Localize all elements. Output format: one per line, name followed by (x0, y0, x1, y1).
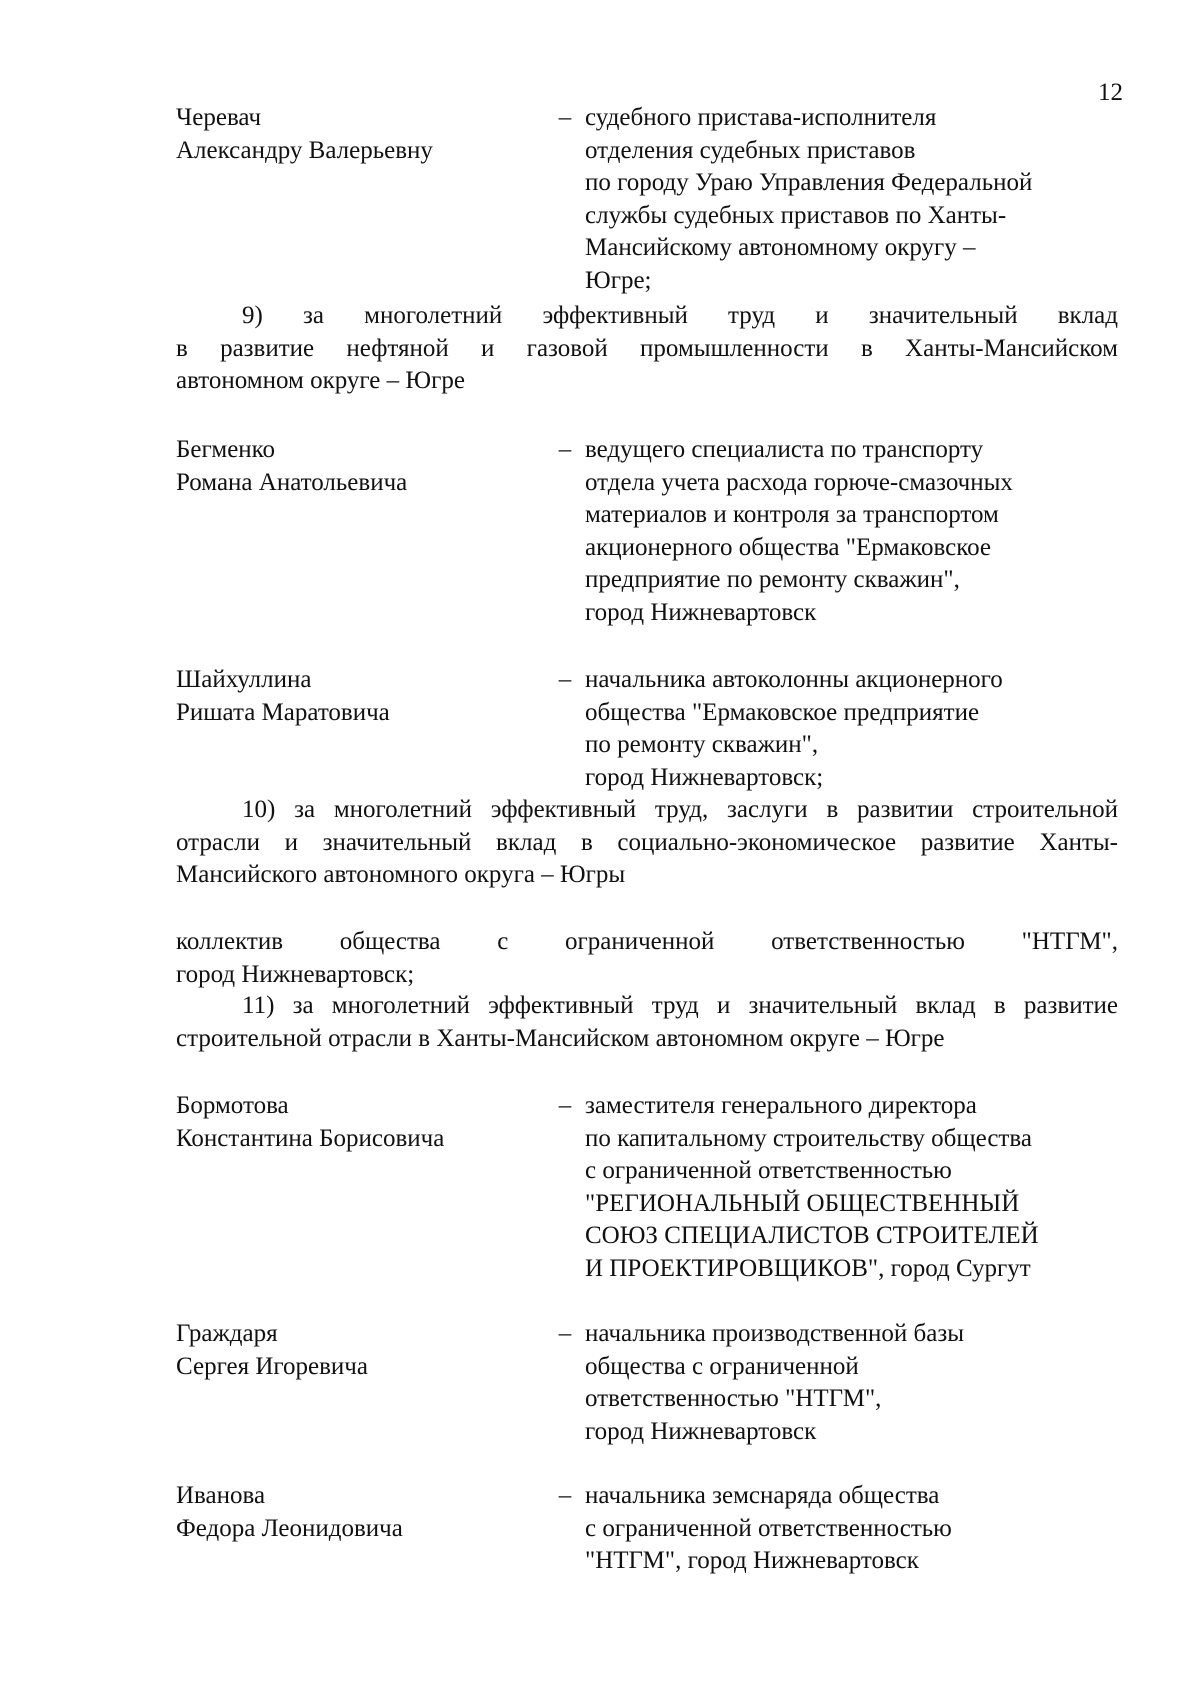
dash-separator: – (558, 666, 572, 693)
position-line: по ремонту скважин", (585, 731, 819, 758)
position-line: город Нижневартовск (585, 598, 817, 626)
position-line: отдела учета расхода горюче-смазочных (585, 468, 1013, 496)
recipient-name (176, 1090, 536, 1155)
paragraph-line: отрасли и значительный вклад в социально-экономическое развитие Ханты- (176, 828, 1118, 856)
position-line: И ПРОЕКТИРОВЩИКОВ", город Сургут (585, 1254, 1031, 1282)
position-line: ведущего специалиста по транспорту (585, 436, 984, 463)
position-line: начальника земснаряда общества (585, 1482, 940, 1509)
recipient-name (176, 1318, 536, 1383)
position-line: отделения судебных приставов (585, 136, 916, 164)
position-line: службы судебных приставов по Ханты- (585, 201, 1007, 229)
position-line: начальника производственной базы (585, 1320, 965, 1347)
position-line: "НТГМ", город Нижневартовск (585, 1547, 919, 1574)
recipient-position (585, 1480, 1115, 1578)
paragraph-line: 10) за многолетний эффективный труд, заслуги в развитии строительной (242, 796, 1118, 823)
name-line: Константина Борисовича (176, 1124, 445, 1152)
position-line: материалов и контроля за транспортом (585, 501, 999, 528)
position-line: предприятие по ремонту скважин", (585, 566, 960, 593)
dash-separator: – (558, 1482, 572, 1509)
recipient-name (176, 434, 536, 499)
page-number: 12 (1098, 79, 1123, 106)
position-line: по городу Ураю Управления Федеральной (585, 169, 1033, 196)
dash-separator: – (558, 1092, 572, 1119)
recipient-position (585, 434, 1115, 629)
position-line: с ограниченной ответственностью (585, 1157, 952, 1184)
position-line: общества "Ермаковское предприятие (585, 698, 980, 726)
paragraph-line: строительной отрасли в Ханты-Мансийском автономном округе – Югре (176, 1024, 945, 1052)
name-line: Иванова (176, 1482, 266, 1509)
position-line: СОЮЗ СПЕЦИАЛИСТОВ СТРОИТЕЛЕЙ (585, 1222, 1039, 1249)
paragraph-line: автономном округе – Югре (176, 367, 465, 394)
position-line: с ограниченной ответственностью (585, 1514, 952, 1542)
name-line: Александру Валерьевну (176, 136, 433, 164)
paragraph-line: коллектив общества с ограниченной ответственностью "НТГМ", (176, 928, 1118, 955)
paragraph-line: 11) за многолетний эффективный труд и значительный вклад в развитие (242, 992, 1118, 1019)
position-line: город Нижневартовск; (585, 763, 824, 791)
position-line: по капитальному строительству общества (585, 1124, 1032, 1152)
name-line: Бормотова (176, 1092, 289, 1119)
position-line: ответственностью "НТГМ", (585, 1385, 882, 1412)
position-line: акционерного общества "Ермаковское (585, 533, 992, 561)
paragraph-line: город Нижневартовск; (176, 960, 415, 988)
recipient-name (176, 664, 536, 729)
paragraph-line: в развитие нефтяной и газовой промышленности в Ханты-Мансийском (176, 334, 1118, 362)
dash-separator: – (558, 436, 572, 463)
paragraph-line: 9) за многолетний эффективный труд и значительный вклад (242, 302, 1118, 329)
position-line: заместителя генерального директора (585, 1092, 977, 1119)
section-10-paragraph (176, 794, 1118, 892)
dash-separator: – (558, 104, 572, 131)
name-line: Черевач (176, 104, 262, 131)
collective-award (176, 926, 1118, 991)
recipient-position (585, 664, 1115, 794)
position-line: судебного пристава-исполнителя (585, 104, 937, 131)
position-line: начальника автоколонны акционерного (585, 666, 1003, 693)
name-line: Шайхуллина (176, 666, 312, 693)
position-line: Мансийскому автономному округу – (585, 234, 976, 261)
position-line: общества с ограниченной (585, 1352, 859, 1380)
paragraph-line: Мансийского автономного округа – Югры (176, 861, 626, 888)
position-line: город Нижневартовск (585, 1417, 817, 1445)
name-line: Ришата Маратовича (176, 698, 390, 726)
name-line: Романа Анатольевича (176, 468, 408, 496)
name-line: Граждаря (176, 1320, 278, 1347)
recipient-position (585, 102, 1115, 297)
section-9-paragraph (176, 300, 1118, 398)
name-line: Бегменко (176, 436, 276, 463)
position-line: Югре; (585, 266, 652, 294)
recipient-position (585, 1090, 1115, 1285)
position-line: "РЕГИОНАЛЬНЫЙ ОБЩЕСТВЕННЫЙ (585, 1189, 1020, 1217)
recipient-name (176, 1480, 536, 1545)
name-line: Федора Леонидовича (176, 1514, 403, 1542)
name-line: Сергея Игоревича (176, 1352, 368, 1380)
section-11-paragraph (176, 990, 1118, 1055)
recipient-position (585, 1318, 1115, 1448)
dash-separator: – (558, 1320, 572, 1347)
recipient-name (176, 102, 536, 167)
